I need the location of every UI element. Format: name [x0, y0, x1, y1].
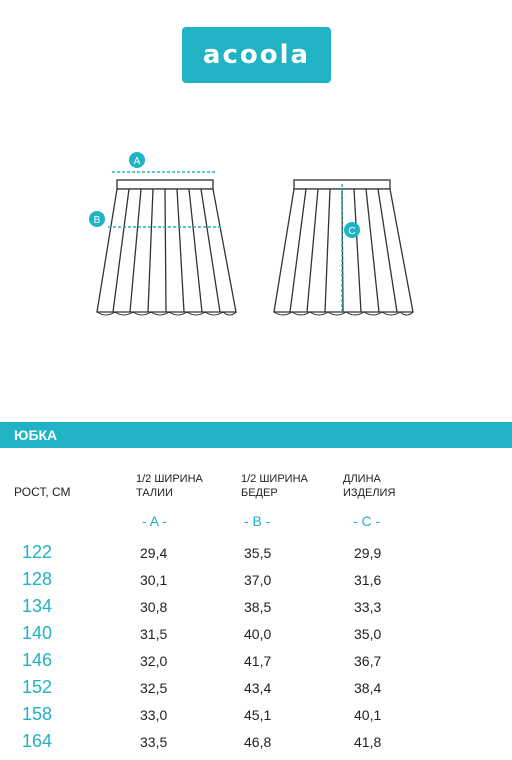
- row-value-c: 40,1: [354, 707, 382, 723]
- row-size: 134: [22, 596, 53, 616]
- row-value-a: 30,1: [140, 572, 168, 588]
- table-row: [0, 569, 512, 593]
- row-value-c: 36,7: [354, 653, 382, 669]
- table-row: [0, 650, 512, 674]
- header-col-a-line1: 1/2 ШИРИНА: [136, 473, 203, 485]
- section-title: ЮБКА: [14, 427, 58, 443]
- measure-a: [112, 152, 217, 172]
- header-col-c-line2: ИЗДЕЛИЯ: [343, 487, 396, 499]
- skirt-diagram: [0, 140, 512, 340]
- header-col-c: [343, 472, 395, 500]
- table-row: [0, 677, 512, 701]
- row-size: 146: [22, 650, 53, 670]
- header-size: РОСТ, СМ: [14, 485, 71, 499]
- row-value-a: 33,5: [140, 734, 168, 750]
- table-row: [0, 542, 512, 566]
- header-col-a: [136, 472, 203, 500]
- row-value-c: 33,3: [354, 599, 382, 615]
- row-value-c: 41,8: [354, 734, 382, 750]
- row-value-a: 32,0: [140, 653, 168, 669]
- table-row: [0, 704, 512, 728]
- header-col-b-line2: БЕДЕР: [241, 487, 278, 499]
- row-size: 140: [22, 623, 53, 643]
- row-value-a: 31,5: [140, 626, 168, 642]
- row-value-b: 35,5: [244, 545, 272, 561]
- row-value-b: 45,1: [244, 707, 272, 723]
- header-col-b: [241, 472, 308, 500]
- row-size: 164: [22, 731, 53, 751]
- row-value-b: 43,4: [244, 680, 272, 696]
- marker-b-label: B: [93, 215, 101, 226]
- section-band: [0, 422, 512, 448]
- brand-logo: [182, 27, 331, 83]
- row-value-c: 38,4: [354, 680, 382, 696]
- row-value-b: 40,0: [244, 626, 272, 642]
- header-col-b-line1: 1/2 ШИРИНА: [241, 473, 308, 485]
- header-col-c-line1: ДЛИНА: [343, 473, 381, 485]
- marker-c-label: C: [348, 226, 356, 237]
- row-value-a: 30,8: [140, 599, 168, 615]
- row-value-b: 46,8: [244, 734, 272, 750]
- row-value-c: 31,6: [354, 572, 382, 588]
- row-value-b: 38,5: [244, 599, 272, 615]
- row-value-a: 29,4: [140, 545, 168, 561]
- header-col-a-line2: ТАЛИИ: [136, 487, 173, 499]
- row-value-a: 32,5: [140, 680, 168, 696]
- brand-logo-text: acoola: [202, 40, 311, 70]
- marker-a-label: A: [133, 156, 141, 167]
- row-size: 152: [22, 677, 53, 697]
- row-value-b: 37,0: [244, 572, 272, 588]
- col-letter-b: - B -: [244, 513, 271, 529]
- row-value-b: 41,7: [244, 653, 272, 669]
- row-size: 128: [22, 569, 53, 589]
- table-row: [0, 731, 512, 755]
- row-value-a: 33,0: [140, 707, 168, 723]
- row-value-c: 29,9: [354, 545, 382, 561]
- skirt-front: [97, 180, 236, 315]
- row-value-c: 35,0: [354, 626, 382, 642]
- skirt-back: [274, 180, 413, 315]
- col-letter-c: - C -: [353, 513, 381, 529]
- row-size: 158: [22, 704, 53, 724]
- table-row: [0, 596, 512, 620]
- row-size: 122: [22, 542, 53, 562]
- col-letter-a: - A -: [142, 513, 167, 529]
- table-row: [0, 623, 512, 647]
